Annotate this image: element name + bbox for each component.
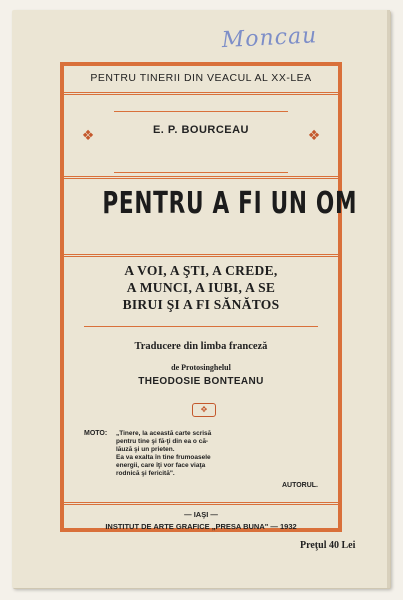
divider-title-top bbox=[64, 176, 338, 179]
subtitle bbox=[94, 262, 308, 313]
translator-name: THEODOSIE BONTEANU bbox=[138, 376, 264, 387]
book-title: PENTRU A FI UN OM bbox=[102, 186, 358, 221]
right-ornament-icon: ❖ bbox=[307, 128, 321, 144]
motto-line: „Tinere, la această carte scrisă bbox=[116, 430, 212, 437]
publisher-line: INSTITUT DE ARTE GRAFICE „PRESA BUNA" — 1932 bbox=[105, 522, 297, 531]
motto-line: lăuză şi un prieten. bbox=[116, 446, 175, 453]
motto-line: energii, care îţi vor face viaţa bbox=[116, 462, 206, 469]
publication-city: — IAŞI — bbox=[184, 510, 218, 519]
author-box-top bbox=[114, 111, 288, 112]
center-ornament-icon: ✥ bbox=[192, 403, 216, 417]
price-label: Preţul 40 Lei bbox=[300, 540, 356, 551]
translator-prefix: de Protosinghelul bbox=[171, 363, 231, 372]
author-name: E. P. BOURCEAU bbox=[152, 124, 250, 136]
divider-title-bottom bbox=[64, 254, 338, 257]
motto-line: rodnică şi fericită". bbox=[116, 470, 175, 477]
motto-author: AUTORUL. bbox=[281, 482, 318, 489]
divider-subtitle bbox=[84, 326, 318, 327]
subtitle-line: BIRUI ŞI A FI SĂNĂTOS bbox=[122, 297, 280, 312]
page-edge bbox=[387, 10, 390, 588]
motto-line: Ea va exalta în tine frumoasele bbox=[116, 454, 211, 461]
cover-frame bbox=[60, 62, 358, 532]
divider-top bbox=[64, 92, 338, 95]
motto-label: MOTO: bbox=[84, 430, 108, 437]
motto-text bbox=[116, 430, 276, 478]
motto-line: pentru tine şi fă-ţi din ea o că- bbox=[116, 438, 209, 445]
series-title: PENTRU TINERII DIN VEACUL AL XX-LEA bbox=[90, 72, 312, 84]
handwritten-signature: Moncau bbox=[221, 23, 318, 54]
divider-bottom bbox=[64, 502, 338, 505]
left-ornament-icon: ❖ bbox=[81, 128, 95, 144]
translation-note: Traducere din limba franceză bbox=[134, 341, 268, 352]
subtitle-line: A VOI, A ŞTI, A CREDE, bbox=[124, 263, 278, 278]
author-box-bottom bbox=[114, 172, 288, 173]
subtitle-line: A MUNCI, A IUBI, A SE bbox=[126, 280, 276, 295]
